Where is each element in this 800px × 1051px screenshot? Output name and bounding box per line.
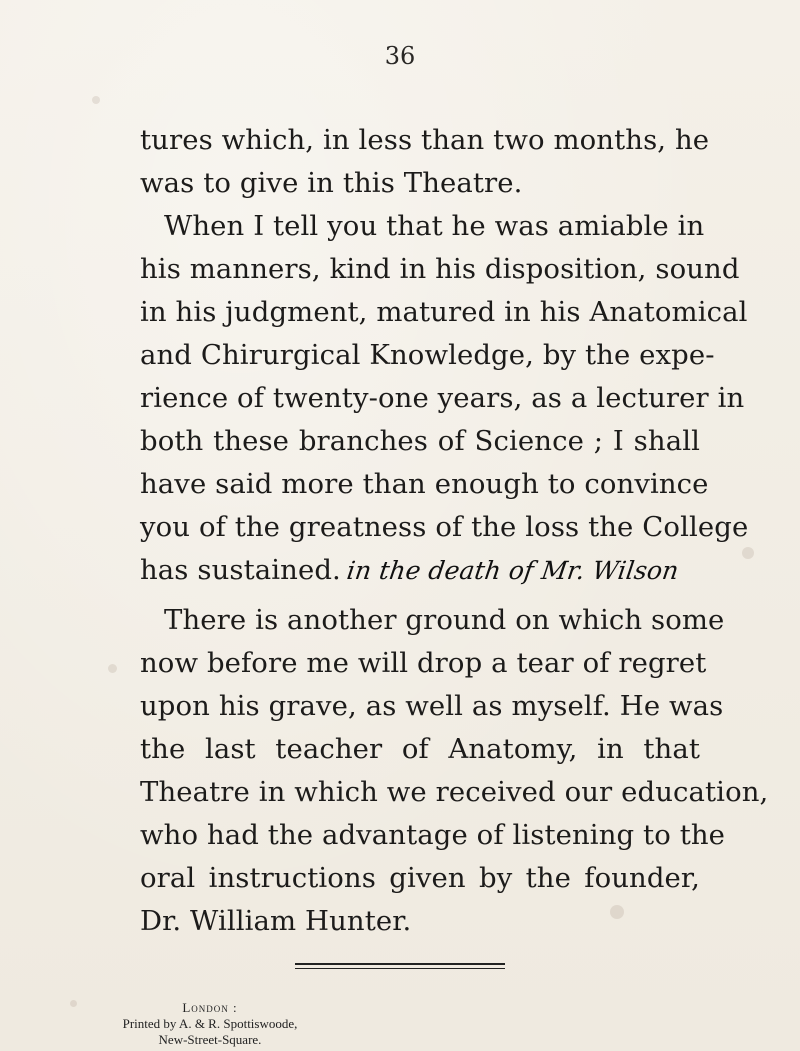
- paper-stain: [610, 905, 624, 919]
- handwritten-annotation: in the death of Mr. Wilson: [344, 556, 681, 585]
- text-line: now before me will drop a tear of regret: [140, 647, 707, 679]
- text-line: you of the greatness of the loss the College: [140, 511, 749, 543]
- text-line-end: has sustained.: [140, 554, 341, 586]
- imprint-printer: Printed by A. & R. Spottiswoode,: [122, 1016, 298, 1031]
- printer-imprint: [120, 1000, 300, 1048]
- text-line: his manners, kind in his disposition, sound: [140, 253, 740, 285]
- paper-stain: [92, 96, 100, 104]
- text-line: tures which, in less than two months, he: [140, 124, 710, 156]
- text-line: [140, 548, 681, 592]
- page-number: 36: [384, 42, 416, 70]
- text-line: upon his grave, as well as myself. He was: [140, 690, 724, 722]
- text-line: both these branches of Science ; I shall: [140, 425, 700, 457]
- rule-divider: [295, 963, 505, 965]
- text-line: There is another ground on which some: [164, 604, 725, 636]
- imprint-address: New-Street-Square.: [158, 1032, 262, 1047]
- imprint-city: London :: [182, 1000, 238, 1015]
- paper-stain: [742, 547, 754, 559]
- paper-stain: [108, 664, 117, 673]
- text-line: in his judgment, matured in his Anatomical: [140, 296, 748, 328]
- text-line: was to give in this Theatre.: [140, 167, 523, 199]
- text-line: rience of twenty-one years, as a lecturer in: [140, 382, 745, 414]
- text-line: When I tell you that he was amiable in: [164, 210, 705, 242]
- text-line: have said more than enough to convince: [140, 468, 709, 500]
- text-line: oral instructions given by the founder,: [140, 862, 700, 894]
- text-line: who had the advantage of listening to the: [140, 819, 726, 851]
- rule-divider: [295, 968, 505, 969]
- text-line: Dr. William Hunter.: [140, 905, 412, 937]
- text-line: Theatre in which we received our education,: [140, 776, 769, 808]
- text-line: the last teacher of Anatomy, in that: [140, 733, 700, 765]
- paper-stain: [70, 1000, 77, 1007]
- text-line: and Chirurgical Knowledge, by the expe-: [140, 339, 715, 371]
